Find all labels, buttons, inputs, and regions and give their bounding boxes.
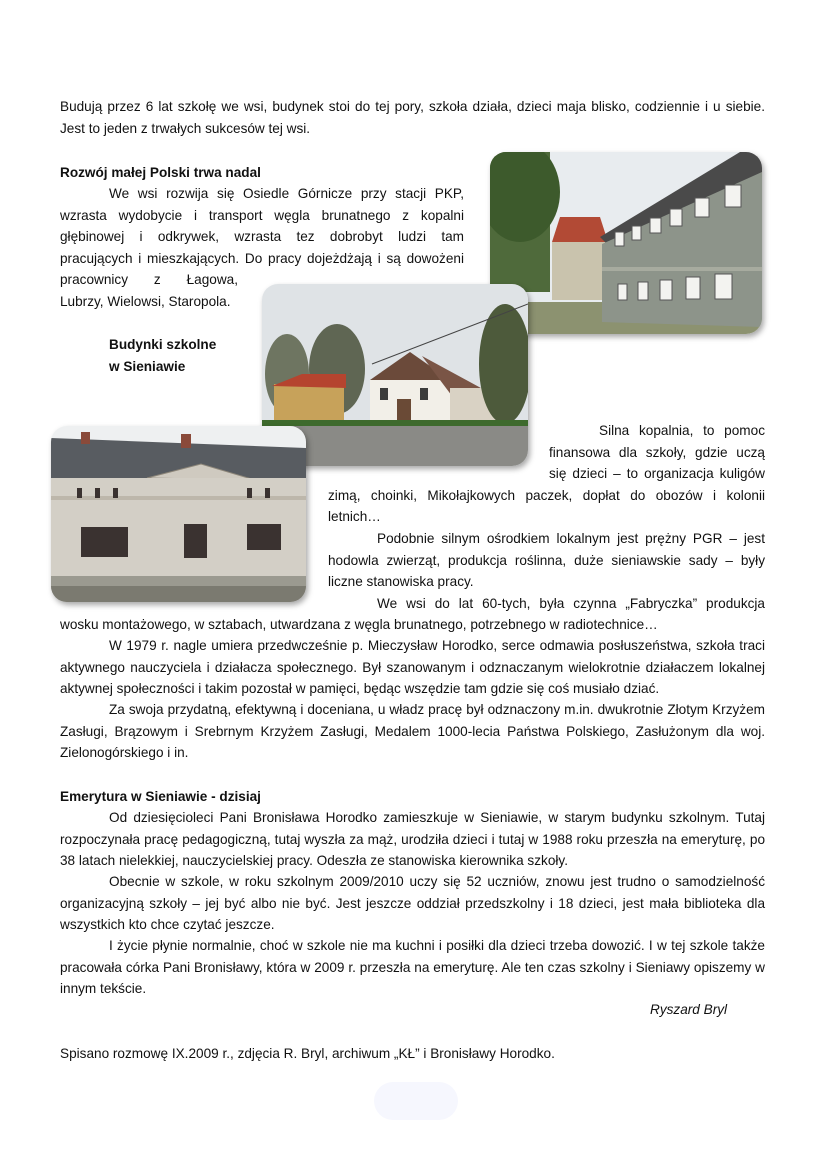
intro-paragraph: Budują przez 6 lat szkołę we wsi, budynek stoi do tej pory, szkoła działa, dzieci maja blisko, codziennie i u siebie. Jest to jeden z trwałych sukcesów tej wsi. [60,99,765,136]
text-line: hodowla zwierząt, produkcja roślinna, duże sieniawskie sady – były [328,552,765,568]
photo-caption [109,334,216,377]
paragraph-emerytura-3: I życie płynie normalnie, choć w szkole nie ma kuchni i posiłki dla dzieci trzeba dowozić. I w tej szkole także pracowała córka Pani Bronisławy, która w 2009 r. przeszła na emeryturę. Ale ten czas szkolny i Sieniawy opiszemy w innym tekście. [60,938,765,997]
text-line: We wsi do lat 60-tych, była czynna „Fabryczka” produkcja [377,595,765,611]
paragraph-emerytura-2: Obecnie w szkole, w roku szkolnym 2009/2010 uczy się 52 uczniów, znowu jest trudno o samodzielność organizacyjną szkoły – jej być albo nie być. Jest jeszcze oddział przedszkolny i 18 dzieci, jest mała biblioteka dla wszystkich kto chce czytać jeszcze. [60,874,765,933]
text-line [328,463,765,485]
faint-mark [374,1082,458,1120]
caption-line: Budynki szkolne [109,337,217,352]
text-line: wzrasta wydobycie i transport węgla brunatnego z kopalni [60,207,464,223]
text-line [60,269,238,291]
text-line: zimą, choinki, Mikołajkowych paczek, dopłat do obozów i kolonii [328,487,765,503]
text-span: Silna kopalnia, to pomoc [599,423,765,438]
text-line [328,442,765,464]
old-school-photo-left [51,426,306,602]
author-signature: Ryszard Bryl [650,1002,728,1017]
text-line: We wsi rozwija się Osiedle Górnicze przy stacji PKP, [109,186,464,201]
paragraph-1979: W 1979 r. nagle umiera przedwcześnie p. Mieczysław Horodko, serce odmawia posłuszeństwa, szkoła traci aktywnego nauczyciela i działacza społecznego. Był szanowanym i odznaczanym wielokrotnie działaczem lokalnej aktywnej społeczności i takim pozostał w pamięci, będąc wszędzie tam gdzie się coś musiało dziać. [60,638,765,697]
text-line: Lubrzy, Wielowsi, Staropola. [60,293,231,309]
school-building-photo-right [490,152,762,334]
text-line [328,420,765,442]
text-span: finansowa dla szkoły, gdzie uczą [549,444,765,460]
text-line: liczne stanowiska pracy. [328,574,474,590]
text-word: Łagowa, [186,272,238,288]
paragraph-odznaczenia: Za swoja przydatną, efektywną i doceniana, u władz pracę był odznaczony m.in. dwukrotnie Złotym Krzyżem Zasługi, Brązowym i Srebrnym Krzyżem Zasługi, Medalem 1000-lecia Państwa Polskiego, Zasłużonym dla woj. Zielonogórskiego i in. [60,702,765,761]
text-line: pracujących i mieszkających. Do pracy dojeżdżają i są dowożeni [60,250,464,266]
section-heading-rozwoj: Rozwój małej Polski trwa nadal [60,165,261,180]
text-line: letnich… [328,509,381,525]
paragraph-emerytura-1: Od dziesięcioleci Pani Bronisława Horodko zamieszkuje w Sieniawie, w starym budynku szkolnym. Tutaj rozpoczynała pracę pedagogiczną, tutaj wyszła za mąż, urodziła dzieci i tutaj w 1988 roku przeszła na emeryturę, po 38 latach nielekkiej, nauczycielskiej pracy. Odeszła ze stanowiska kierownika szkoły. [60,810,765,869]
text-span: się dzieci – to organizacja kuligów [549,466,765,482]
caption-line: w Sieniawie [109,358,186,374]
text-line: Podobnie silnym ośrodkiem lokalnym jest prężny PGR – jest [377,530,765,546]
text-word: pracownicy [60,272,128,288]
paragraph-wosku: wosku montażowego, w sztabach, utwardzana z węgla brunatnego, potrzebnego w radiotechnice… [60,617,658,632]
section-heading-emerytura: Emerytura w Sieniawie - dzisiaj [60,789,261,804]
text-line: głębinowej i odkrywek, wzrasta tez dobrobyt ludzi tam [60,229,464,245]
right-column-paragraph [328,420,765,614]
text-word: z [153,272,161,288]
footer-note: Spisano rozmowę IX.2009 r., zdjęcia R. Bryl, archiwum „KŁ” i Bronisławy Horodko. [60,1046,555,1061]
